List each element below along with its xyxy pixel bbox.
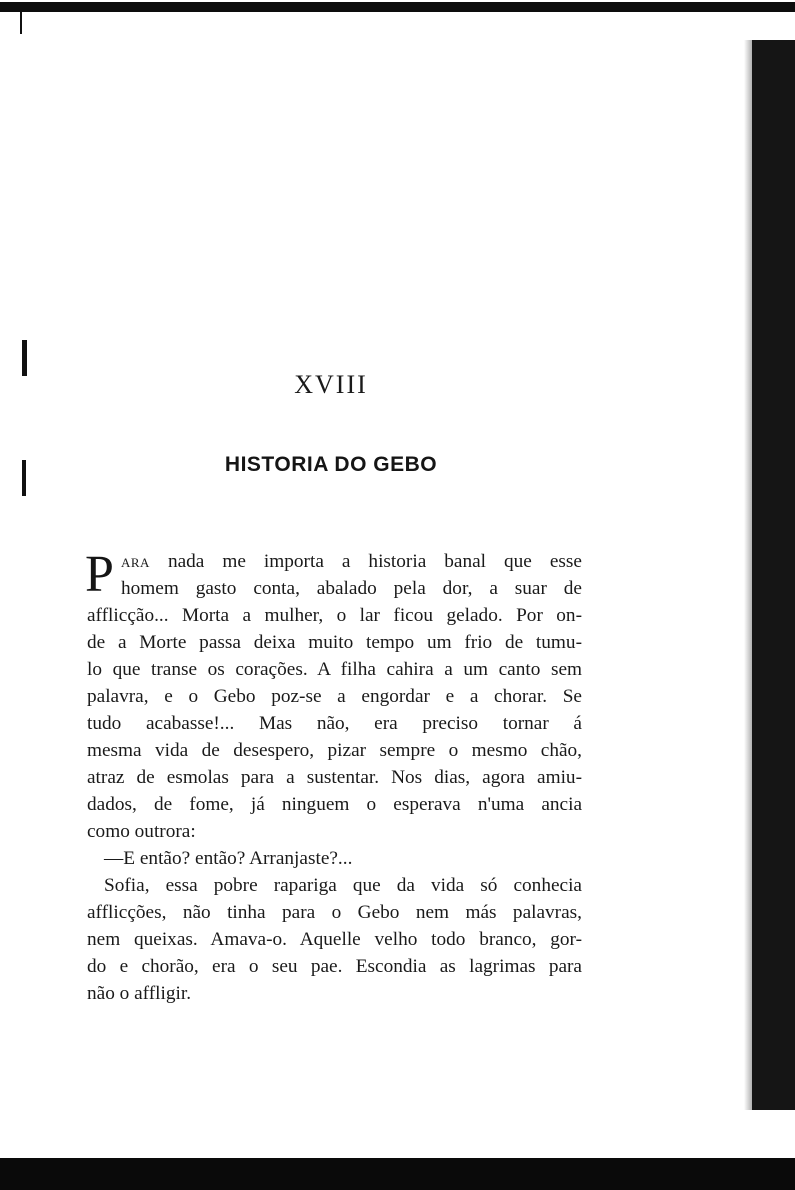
- chapter-number: XVIII: [294, 370, 368, 399]
- corner-mark: [20, 12, 22, 34]
- page-edge: [752, 40, 795, 1110]
- text-line: como outrora:: [87, 821, 196, 842]
- text-line: palavra, e o Gebo poz-se a engordar e a chorar. Se: [87, 686, 582, 707]
- text-line: homem gasto conta, abalado pela dor, a suar de: [121, 578, 582, 599]
- text-line: dados, de fome, já ninguem o esperava n'uma ancia: [87, 794, 582, 815]
- text-line: Sofia, essa pobre rapariga que da vida só conhecia: [104, 875, 582, 896]
- text-line: atraz de esmolas para a sustentar. Nos dias, agora amiu-: [87, 767, 582, 788]
- dialogue-line: —E então? então? Arranjaste?...: [104, 848, 353, 869]
- chapter-body: [87, 548, 582, 1007]
- text-line: afflicção... Morta a mulher, o lar ficou gelado. Por on-: [87, 605, 582, 626]
- drop-cap: P: [85, 546, 114, 603]
- text-line: nem queixas. Amava-o. Aquelle velho todo branco, gor-: [87, 929, 582, 950]
- text-line: não o affligir.: [87, 983, 192, 1004]
- top-border: [0, 2, 795, 12]
- text-line: mesma vida de desespero, pizar sempre o mesmo chão,: [87, 740, 582, 761]
- text-line: de a Morte passa deixa muito tempo um frio de tumu-: [87, 632, 582, 653]
- text-line: afflicções, não tinha para o Gebo nem más palavras,: [87, 902, 582, 923]
- small-caps: ARA: [121, 555, 150, 570]
- text-line: ARA nada me importa a historia banal que esse: [121, 551, 582, 572]
- bottom-border: [0, 1158, 795, 1190]
- chapter-title: HISTORIA DO GEBO: [224, 453, 438, 476]
- text-line: lo que transe os corações. A filha cahira a um canto sem: [87, 659, 582, 680]
- text-line: tudo acabasse!... Mas não, era preciso tornar á: [87, 713, 582, 734]
- text-line: do e chorão, era o seu pae. Escondia as lagrimas para: [87, 956, 582, 977]
